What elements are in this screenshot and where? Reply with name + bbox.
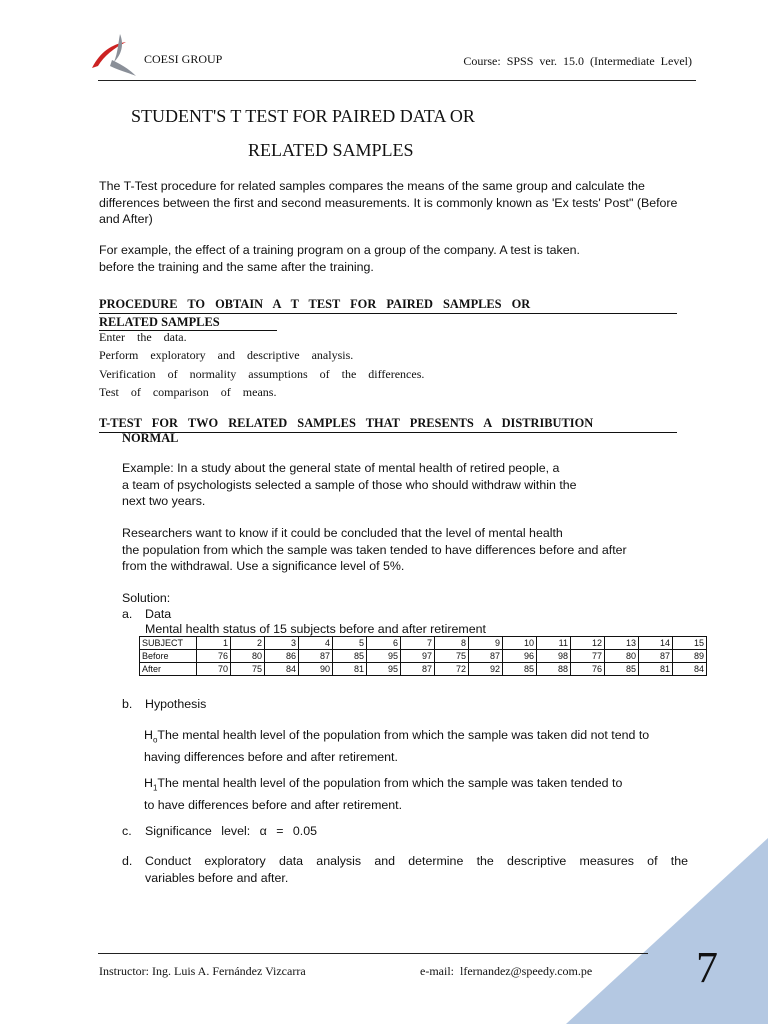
table-row-after bbox=[140, 663, 707, 676]
data-label: Data bbox=[145, 607, 172, 621]
table-cell: 95 bbox=[367, 663, 401, 676]
table-cell: 81 bbox=[333, 663, 367, 676]
table-cell: 87 bbox=[401, 663, 435, 676]
table-cell: 87 bbox=[469, 650, 503, 663]
corner-triangle-decoration bbox=[566, 838, 768, 1024]
data-table bbox=[139, 636, 707, 676]
procedure-step: Test of comparison of means. bbox=[99, 385, 277, 399]
list-marker-a: a. bbox=[122, 607, 133, 621]
header-divider bbox=[98, 80, 696, 81]
h1-text: The mental health level of the population from which the sample was taken tended to bbox=[157, 776, 623, 790]
hypothesis-label: Hypothesis bbox=[145, 697, 207, 711]
h1-symbol: H bbox=[144, 776, 153, 790]
exploratory-line: Conduct exploratory data analysis and determine the descriptive measures of the bbox=[145, 854, 688, 868]
table-cell: 15 bbox=[673, 637, 707, 650]
list-marker-b: b. bbox=[122, 697, 133, 711]
research-line: the population from which the sample was taken tended to have differences before and after bbox=[122, 542, 627, 557]
research-line: Researchers want to know if it could be concluded that the level of mental health bbox=[122, 526, 563, 540]
example-line: next two years. bbox=[122, 494, 206, 508]
h1-subscript: 1 bbox=[152, 783, 158, 793]
example-line: a team of psychologists selected a sample of those who should withdraw within the bbox=[122, 477, 577, 492]
table-cell: 85 bbox=[605, 663, 639, 676]
h1-text-cont: to have differences before and after retirement. bbox=[144, 797, 403, 812]
table-cell: 81 bbox=[639, 663, 673, 676]
table-cell: 84 bbox=[265, 663, 299, 676]
table-cell: 87 bbox=[299, 650, 333, 663]
alt-hypothesis bbox=[144, 775, 689, 813]
procedure-heading-cont: RELATED SAMPLES bbox=[99, 315, 277, 331]
page-title-line2: RELATED SAMPLES bbox=[248, 140, 414, 160]
footer-divider bbox=[98, 953, 648, 954]
table-cell: 3 bbox=[265, 637, 299, 650]
ttest-heading: T-TEST FOR TWO RELATED SAMPLES THAT PRESENTS A DISTRIBUTION bbox=[99, 416, 677, 433]
table-cell: 80 bbox=[605, 650, 639, 663]
table-cell: 84 bbox=[673, 663, 707, 676]
table-cell: 86 bbox=[265, 650, 299, 663]
table-cell: 12 bbox=[571, 637, 605, 650]
table-cell: 77 bbox=[571, 650, 605, 663]
table-cell: 4 bbox=[299, 637, 333, 650]
course-title: Course: SPSS ver. 15.0 (Intermediate Level) bbox=[463, 54, 692, 68]
table-row-subject bbox=[140, 637, 707, 650]
row-label: SUBJECT bbox=[140, 637, 197, 650]
research-question bbox=[122, 525, 682, 575]
table-cell: 85 bbox=[503, 663, 537, 676]
ttest-heading-cont: NORMAL bbox=[122, 431, 179, 445]
page-title-line1: STUDENT'S T TEST FOR PAIRED DATA OR bbox=[131, 106, 475, 126]
table-cell: 80 bbox=[231, 650, 265, 663]
table-cell: 70 bbox=[197, 663, 231, 676]
table-cell: 8 bbox=[435, 637, 469, 650]
example-line: For example, the effect of a training program on a group of the company. A test is taken. bbox=[99, 243, 580, 257]
table-cell: 1 bbox=[197, 637, 231, 650]
instructor-name: Instructor: Ing. Luis A. Fernández Vizcarra bbox=[99, 964, 306, 978]
row-label: After bbox=[140, 663, 197, 676]
table-cell: 13 bbox=[605, 637, 639, 650]
solution-label: Solution: bbox=[122, 591, 171, 605]
row-label: Before bbox=[140, 650, 197, 663]
table-cell: 5 bbox=[333, 637, 367, 650]
intro-paragraph: The T-Test procedure for related samples compares the means of the same group and calculate the differences between the first and second measurements. It is commonly known as 'Ex tests' Post" (Before and After) bbox=[99, 179, 678, 226]
coesi-logo-icon bbox=[90, 30, 138, 78]
table-cell: 75 bbox=[231, 663, 265, 676]
brand-name: COESI GROUP bbox=[144, 52, 223, 66]
table-cell: 98 bbox=[537, 650, 571, 663]
h0-symbol: H bbox=[144, 728, 153, 742]
table-cell: 11 bbox=[537, 637, 571, 650]
instructor-email: e-mail: lfernandez@speedy.com.pe bbox=[420, 964, 593, 978]
table-cell: 95 bbox=[367, 650, 401, 663]
example-line: before the training and the same after the training. bbox=[99, 259, 374, 274]
table-cell: 7 bbox=[401, 637, 435, 650]
page-number: 7 bbox=[696, 943, 718, 992]
table-cell: 75 bbox=[435, 650, 469, 663]
table-cell: 9 bbox=[469, 637, 503, 650]
table-caption: Mental health status of 15 subjects before and after retirement bbox=[145, 622, 486, 636]
list-marker-c: c. bbox=[122, 824, 132, 838]
exploratory-line: variables before and after. bbox=[145, 870, 289, 885]
significance-level: Significance level: α = 0.05 bbox=[145, 824, 318, 838]
table-row-before bbox=[140, 650, 707, 663]
table-cell: 92 bbox=[469, 663, 503, 676]
study-example bbox=[122, 460, 642, 510]
table-cell: 88 bbox=[537, 663, 571, 676]
table-cell: 14 bbox=[639, 637, 673, 650]
research-line: from the withdrawal. Use a significance level of 5%. bbox=[122, 559, 405, 573]
procedure-step: Verification of normality assumptions of the differences. bbox=[99, 367, 425, 381]
h0-text: The mental health level of the population from which the sample was taken did not tend to bbox=[157, 728, 650, 742]
h0-text-cont: having differences before and after retirement. bbox=[144, 749, 398, 764]
procedure-heading: PROCEDURE TO OBTAIN A T TEST FOR PAIRED SAMPLES OR bbox=[99, 297, 677, 314]
table-cell: 76 bbox=[571, 663, 605, 676]
table-cell: 10 bbox=[503, 637, 537, 650]
procedure-step: Perform exploratory and descriptive analysis. bbox=[99, 348, 354, 362]
table-cell: 72 bbox=[435, 663, 469, 676]
null-hypothesis bbox=[144, 727, 689, 765]
table-cell: 97 bbox=[401, 650, 435, 663]
h0-subscript: o bbox=[152, 735, 158, 745]
example-line: Example: In a study about the general state of mental health of retired people, a bbox=[122, 461, 560, 475]
table-cell: 6 bbox=[367, 637, 401, 650]
table-cell: 76 bbox=[197, 650, 231, 663]
list-marker-d: d. bbox=[122, 854, 133, 868]
table-cell: 2 bbox=[231, 637, 265, 650]
table-cell: 90 bbox=[299, 663, 333, 676]
procedure-step: Enter the data. bbox=[99, 330, 187, 344]
table-cell: 89 bbox=[673, 650, 707, 663]
table-cell: 96 bbox=[503, 650, 537, 663]
table-cell: 87 bbox=[639, 650, 673, 663]
table-cell: 85 bbox=[333, 650, 367, 663]
example-paragraph bbox=[99, 242, 691, 275]
